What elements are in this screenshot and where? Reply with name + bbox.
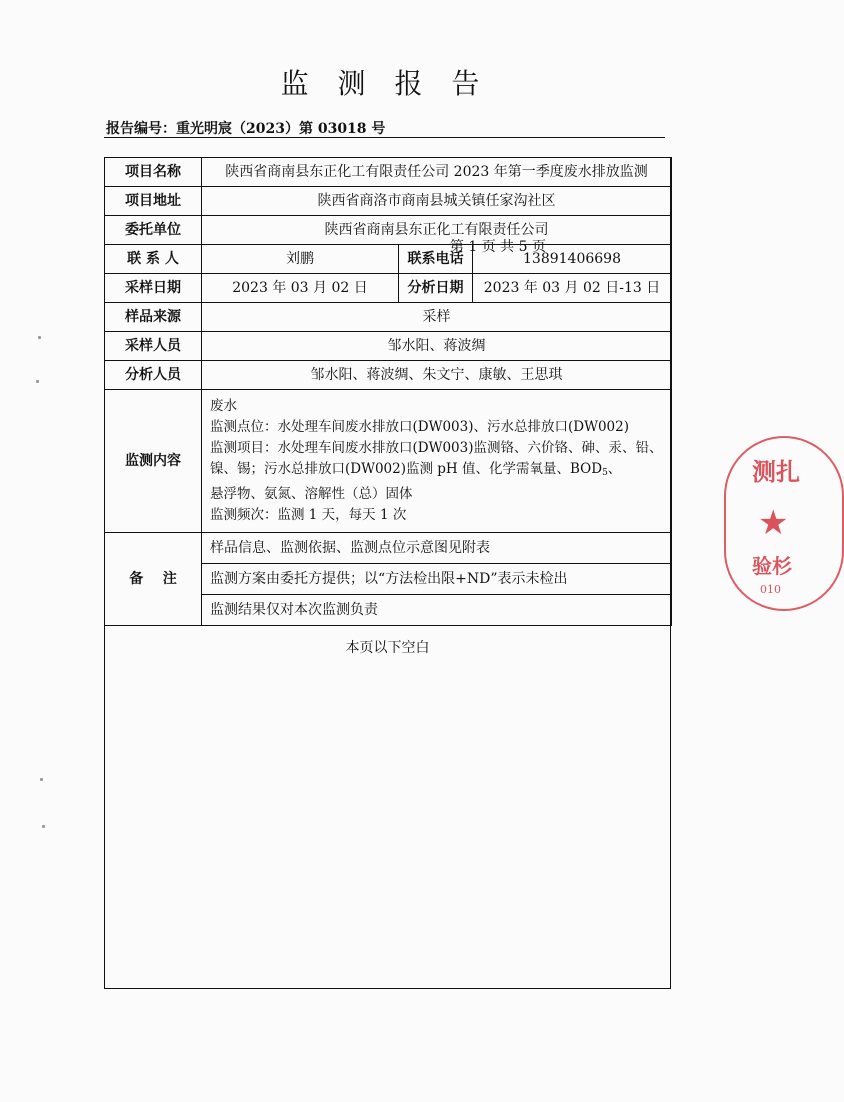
monitoring-line-4a: 镍、锡；污水总排放口(DW002)监测 pH 值、化学需氧量、BOD xyxy=(210,461,603,477)
row-analysts xyxy=(105,361,672,390)
label-sampling-date: 采样日期 xyxy=(105,274,202,303)
remark-3: 监测结果仅对本次监测负责 xyxy=(202,595,672,626)
value-client: 陕西省商南县东正化工有限责任公司 xyxy=(202,216,672,245)
label-samplers: 采样人员 xyxy=(105,332,202,361)
row-sample-source xyxy=(105,303,672,332)
monitoring-line-6: 监测频次：监测 1 天，每天 1 次 xyxy=(210,507,407,523)
label-client: 委托单位 xyxy=(105,216,202,245)
label-contact: 联 系 人 xyxy=(105,245,202,274)
report-info-table xyxy=(104,157,672,626)
label-project-name: 项目名称 xyxy=(105,158,202,187)
value-sample-source: 采样 xyxy=(202,303,672,332)
monitoring-line-4-subscript: 5 xyxy=(602,468,608,478)
page-indicator: 第 1 页 共 5 页 xyxy=(449,239,546,255)
row-contact xyxy=(105,245,672,274)
seal-text-top: 测扎 xyxy=(752,457,800,486)
row-project-address xyxy=(105,187,672,216)
seal-number: 010 xyxy=(760,583,781,596)
monitoring-line-4b: 、 xyxy=(607,461,622,477)
label-analysts: 分析人员 xyxy=(105,361,202,390)
label-monitoring: 监测内容 xyxy=(105,390,202,533)
row-monitoring xyxy=(105,390,672,533)
scan-speck xyxy=(38,336,41,339)
report-title: 监 测 报 告 xyxy=(280,67,490,100)
header-rule xyxy=(104,137,665,138)
scan-speck xyxy=(42,825,45,828)
label-analysis-date: 分析日期 xyxy=(399,274,473,303)
monitoring-line-2: 监测点位：水处理车间废水排放口(DW003)、污水总排放口(DW002) xyxy=(210,419,630,435)
monitoring-line-4 xyxy=(210,459,665,484)
monitoring-line-5: 悬浮物、氨氮、溶解性（总）固体 xyxy=(210,486,413,502)
monitoring-line-3: 监测项目：水处理车间废水排放口(DW003)监测铬、六价铬、砷、汞、铅、 xyxy=(210,440,663,456)
monitoring-line-1: 废水 xyxy=(210,398,237,414)
value-contact: 刘鹏 xyxy=(202,245,399,274)
value-analysis-date: 2023 年 03 月 02 日-13 日 xyxy=(473,274,672,303)
value-project-address: 陕西省商洛市商南县城关镇任家沟社区 xyxy=(202,187,672,216)
row-dates xyxy=(105,274,672,303)
label-project-address: 项目地址 xyxy=(105,187,202,216)
remark-2: 监测方案由委托方提供；以“方法检出限+ND”表示未检出 xyxy=(202,564,672,595)
report-number-text: 报告编号：重光明宸（2023）第 03018 号 xyxy=(106,121,386,137)
value-project-name: 陕西省商南县东正化工有限责任公司 2023 年第一季度废水排放监测 xyxy=(202,158,672,187)
value-monitoring xyxy=(202,390,672,533)
value-phone: 13891406698 xyxy=(473,245,672,274)
scan-speck xyxy=(36,380,39,383)
blank-below-note: 本页以下空白 xyxy=(345,640,430,656)
official-seal xyxy=(724,436,844,611)
label-remarks: 备 注 xyxy=(105,533,202,626)
row-remark-1 xyxy=(105,533,672,564)
value-samplers: 邹水阳、蒋波绸 xyxy=(202,332,672,361)
row-project-name xyxy=(105,158,672,187)
value-sampling-date: 2023 年 03 月 02 日 xyxy=(202,274,399,303)
label-sample-source: 样品来源 xyxy=(105,303,202,332)
scan-speck xyxy=(40,778,43,781)
remark-1: 样品信息、监测依据、监测点位示意图见附表 xyxy=(202,533,672,564)
value-analysts: 邹水阳、蒋波绸、朱文宁、康敏、王思琪 xyxy=(202,361,672,390)
seal-star-icon: ★ xyxy=(758,503,789,543)
row-samplers xyxy=(105,332,672,361)
label-phone: 联系电话 xyxy=(399,245,473,274)
seal-text-bottom: 验杉 xyxy=(752,554,792,578)
row-client xyxy=(105,216,672,245)
